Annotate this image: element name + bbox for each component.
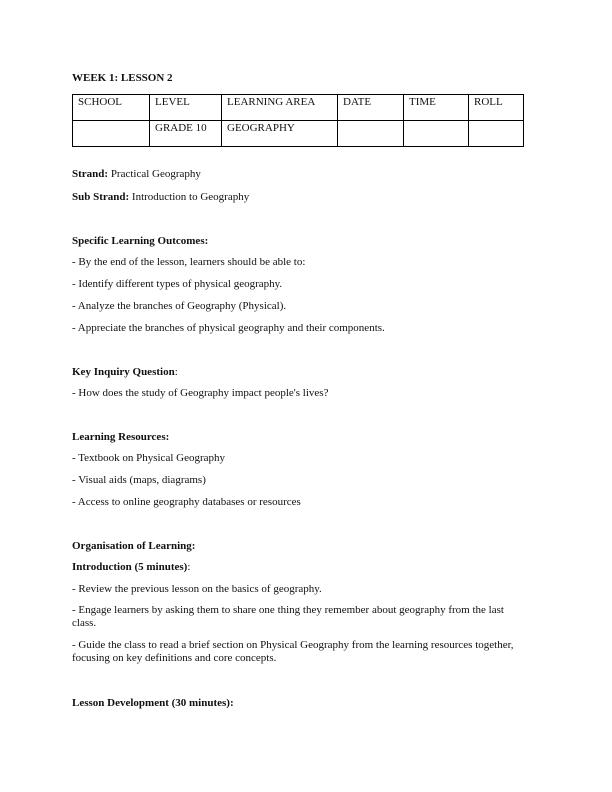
- list-item: - Identify different types of physical geography.: [72, 278, 283, 290]
- table-row: [73, 121, 524, 147]
- table-cell: [404, 121, 469, 147]
- list-item: - Guide the class to read a brief section on Physical Geography from the learning resources together, focusing on key definitions and core concepts.: [72, 639, 514, 664]
- table-cell: [338, 121, 404, 147]
- list-item: - By the end of the lesson, learners should be able to:: [72, 256, 306, 268]
- organisation-heading: Organisation of Learning:: [72, 540, 196, 552]
- list-item: - How does the study of Geography impact people's lives?: [72, 387, 329, 399]
- table-cell: [469, 121, 524, 147]
- inquiry-heading: Key Inquiry Question:: [72, 366, 178, 378]
- list-item: - Appreciate the branches of physical geography and their components.: [72, 322, 385, 334]
- list-item: - Review the previous lesson on the basics of geography.: [72, 583, 322, 595]
- table-header: DATE: [338, 95, 404, 121]
- list-item: - Textbook on Physical Geography: [72, 452, 226, 464]
- introduction-heading: Introduction (5 minutes):: [72, 561, 191, 573]
- table-header: LEARNING AREA: [222, 95, 338, 121]
- lesson-title: WEEK 1: LESSON 2: [72, 72, 173, 84]
- table-header: ROLL: [469, 95, 524, 121]
- table-cell: [73, 121, 150, 147]
- resources-heading: Learning Resources:: [72, 431, 170, 443]
- table-header: TIME: [404, 95, 469, 121]
- table-cell: GRADE 10: [150, 121, 222, 147]
- list-item: - Engage learners by asking them to share one thing they remember about geography from the last class.: [72, 604, 504, 629]
- sub-strand: Sub Strand: Introduction to Geography: [72, 191, 250, 203]
- table-header: LEVEL: [150, 95, 222, 121]
- strand: Strand: Practical Geography: [72, 168, 201, 180]
- lesson-info-table: [72, 94, 524, 147]
- table-header: SCHOOL: [73, 95, 150, 121]
- development-heading: Lesson Development (30 minutes):: [72, 697, 234, 709]
- list-item: - Access to online geography databases or resources: [72, 496, 301, 508]
- table-header-row: [73, 95, 524, 121]
- outcomes-heading: Specific Learning Outcomes:: [72, 235, 209, 247]
- list-item: - Analyze the branches of Geography (Physical).: [72, 300, 287, 312]
- list-item: - Visual aids (maps, diagrams): [72, 474, 206, 486]
- table-cell: GEOGRAPHY: [222, 121, 338, 147]
